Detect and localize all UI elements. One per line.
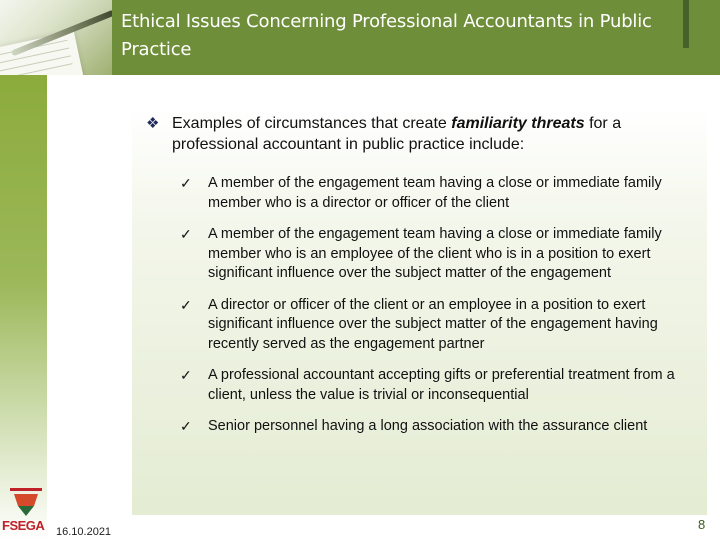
list-item [180, 417, 700, 437]
checkmark-icon: ✓ [180, 367, 192, 383]
title-accent-bar [683, 0, 689, 48]
pen-paper-photo [0, 0, 112, 75]
checkmark-icon: ✓ [180, 418, 192, 434]
diamond-bullet-icon: ❖ [146, 115, 160, 132]
list-item [180, 296, 700, 355]
intro-text-emphasis: familiarity threats [451, 115, 585, 132]
intro-text-before: Examples of circumstances that create [172, 115, 452, 132]
checkmark-icon: ✓ [180, 175, 192, 191]
list-item-text: A member of the engagement team having a close or immediate family member who is an employee of the client who is in a position to exert significant influence over the subject matter of the engagement [208, 226, 662, 281]
circumstance-list [180, 174, 700, 449]
list-item-text: A member of the engagement team having a close or immediate family member who is a director or officer of the client [208, 175, 662, 211]
page-number: 8 [698, 517, 706, 532]
logo-text: FSEGA [2, 518, 45, 533]
intro-text-after: for a professional accountant in public practice include: [172, 115, 622, 153]
checkmark-icon: ✓ [180, 226, 192, 242]
list-item [180, 174, 700, 213]
slide-date: 16.10.2021 [56, 526, 112, 538]
intro-text [172, 113, 696, 155]
list-item [180, 225, 700, 284]
checkmark-icon: ✓ [180, 296, 192, 313]
list-item [180, 366, 700, 405]
list-item-text: Senior personnel having a long association with the assurance client [208, 418, 648, 434]
intro-paragraph [146, 113, 696, 155]
header-band [0, 0, 720, 75]
list-item-text: A director or officer of the client or an employee in a position to exert significant influence over the subject matter of the engagement having recently served as the engagement partner [208, 296, 658, 352]
left-green-strip [0, 75, 47, 540]
list-item-text: A professional accountant accepting gifts or preferential treatment from a client, unless the value is trivial or inconsequential [208, 367, 675, 403]
slide-title: Ethical Issues Concerning Professional Accountants in Public Practice [121, 11, 652, 60]
